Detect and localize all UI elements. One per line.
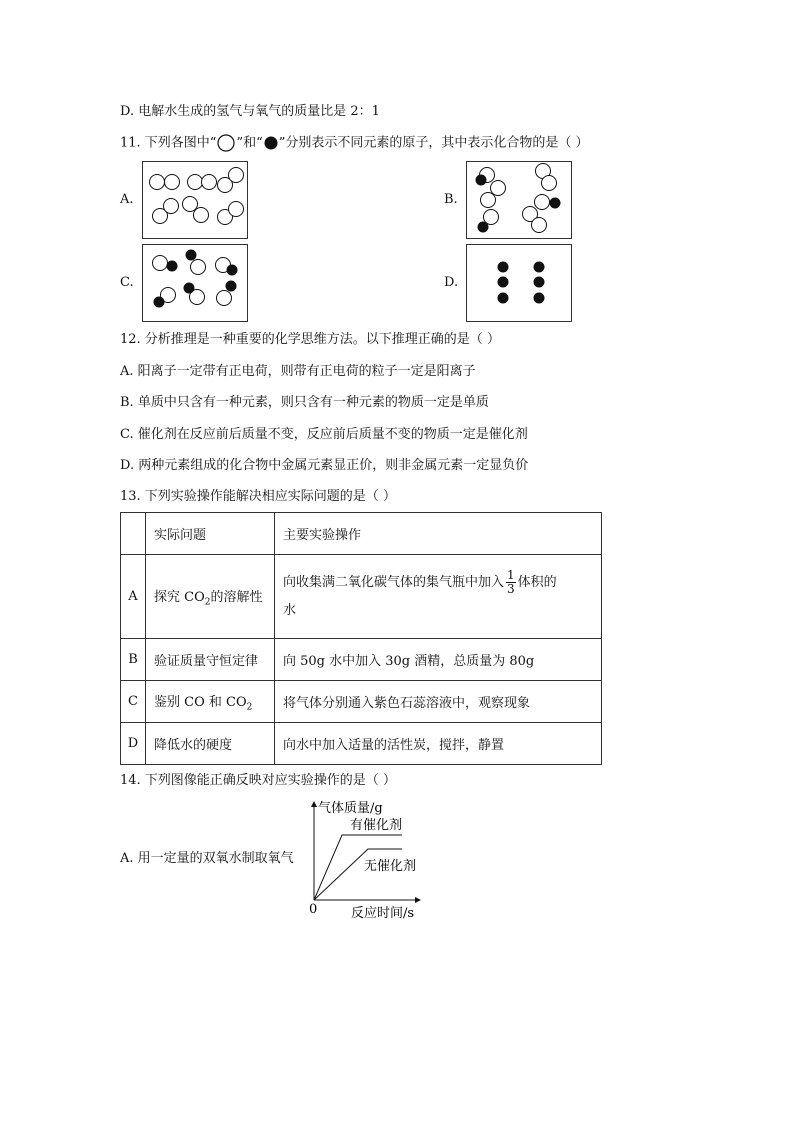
- problem-text: 探究 CO: [154, 589, 205, 605]
- row-key[interactable]: B: [121, 639, 146, 681]
- problem-text-post: 的溶解性: [210, 589, 263, 605]
- q11-option-b-label[interactable]: B.: [444, 192, 458, 207]
- q11-option-c-diagram: [142, 244, 248, 322]
- table-header-empty: [121, 513, 146, 555]
- q12-option-a[interactable]: A. 阳离子一定带有正电荷，则带有正电荷的粒子一定是阳离子: [120, 364, 476, 379]
- fraction-denominator: 3: [507, 581, 515, 596]
- row-problem: 降低水的硬度: [146, 723, 275, 765]
- table-row: [121, 555, 602, 639]
- row-operation: [275, 555, 602, 639]
- problem-text: 鉴别 CO 和 CO: [154, 694, 247, 710]
- line1-label: 有催化剂: [350, 818, 403, 833]
- q11-stem-pre: 11. 下列各图中“: [120, 135, 217, 151]
- table-header-row: [121, 513, 602, 555]
- row-operation: 向 50g 水中加入 30g 酒精，总质量为 80g: [275, 639, 602, 681]
- q11-option-a-diagram: [142, 161, 248, 239]
- operation-text-post: 体积的: [517, 574, 557, 590]
- q10-option-d: D. 电解水生成的氢气与氧气的质量比是 2：1: [120, 104, 380, 119]
- table-header-problem: 实际问题: [146, 513, 275, 555]
- q13-stem: 13. 下列实验操作能解决相应实际问题的是（ ）: [120, 489, 396, 504]
- subscript: 2: [204, 597, 211, 608]
- line2-label: 无催化剂: [364, 859, 417, 874]
- row-operation: 将气体分别通入紫色石蕊溶液中，观察现象: [275, 681, 602, 723]
- q11-option-c-label[interactable]: C.: [120, 275, 134, 290]
- row-problem: [146, 681, 275, 723]
- fraction: [506, 569, 516, 596]
- q11-stem: [120, 134, 589, 153]
- q12-option-d[interactable]: D. 两种元素组成的化合物中金属元素显正价，则非金属元素一定显负价: [120, 458, 529, 473]
- x-axis-label: 反应时间/s: [351, 906, 415, 921]
- fraction-numerator: 1: [507, 567, 515, 582]
- line-without-catalyst: [314, 849, 402, 900]
- q14-option-a[interactable]: A. 用一定量的双氧水制取氧气: [120, 851, 294, 866]
- origin-label: 0: [309, 902, 318, 917]
- table-header-operation: 主要实验操作: [275, 513, 602, 555]
- table-row: [121, 723, 602, 765]
- y-axis-label: 气体质量/g: [318, 801, 383, 816]
- subscript: 2: [246, 702, 253, 713]
- q11-option-a-label[interactable]: A.: [120, 192, 134, 207]
- q11-option-d-label[interactable]: D.: [444, 275, 459, 290]
- q14-stem: 14. 下列图像能正确反映对应实验操作的是（ ）: [120, 773, 396, 788]
- row-problem: 验证质量守恒定律: [146, 639, 275, 681]
- black-atom-icon: [263, 134, 279, 152]
- table-row: [121, 681, 602, 723]
- operation-text-line2: 水: [283, 602, 297, 618]
- q14-graph: [296, 800, 426, 924]
- q11-stem-mid: ”和“: [236, 135, 263, 151]
- row-operation: 向水中加入适量的活性炭，搅拌，静置: [275, 723, 602, 765]
- q12-option-c[interactable]: C. 催化剂在反应前后质量不变，反应前后质量不变的物质一定是催化剂: [120, 427, 528, 442]
- row-key[interactable]: D: [121, 723, 146, 765]
- row-problem: [146, 555, 275, 639]
- table-row: [121, 639, 602, 681]
- row-key[interactable]: A: [121, 555, 146, 639]
- q12-option-b[interactable]: B. 单质中只含有一种元素，则只含有一种元素的物质一定是单质: [120, 395, 489, 410]
- white-atom-icon: [216, 134, 236, 152]
- row-key[interactable]: C: [121, 681, 146, 723]
- q13-table: [120, 512, 602, 765]
- q11-stem-post: ”分别表示不同元素的原子，其中表示化合物的是（ ）: [278, 135, 589, 151]
- operation-text: 向收集满二氧化碳气体的集气瓶中加入: [283, 574, 505, 590]
- q11-option-d-diagram: [466, 244, 572, 322]
- q11-option-b-diagram: [466, 161, 572, 239]
- q12-stem: 12. 分析推理是一种重要的化学思维方法。以下推理正确的是（ ）: [120, 332, 500, 347]
